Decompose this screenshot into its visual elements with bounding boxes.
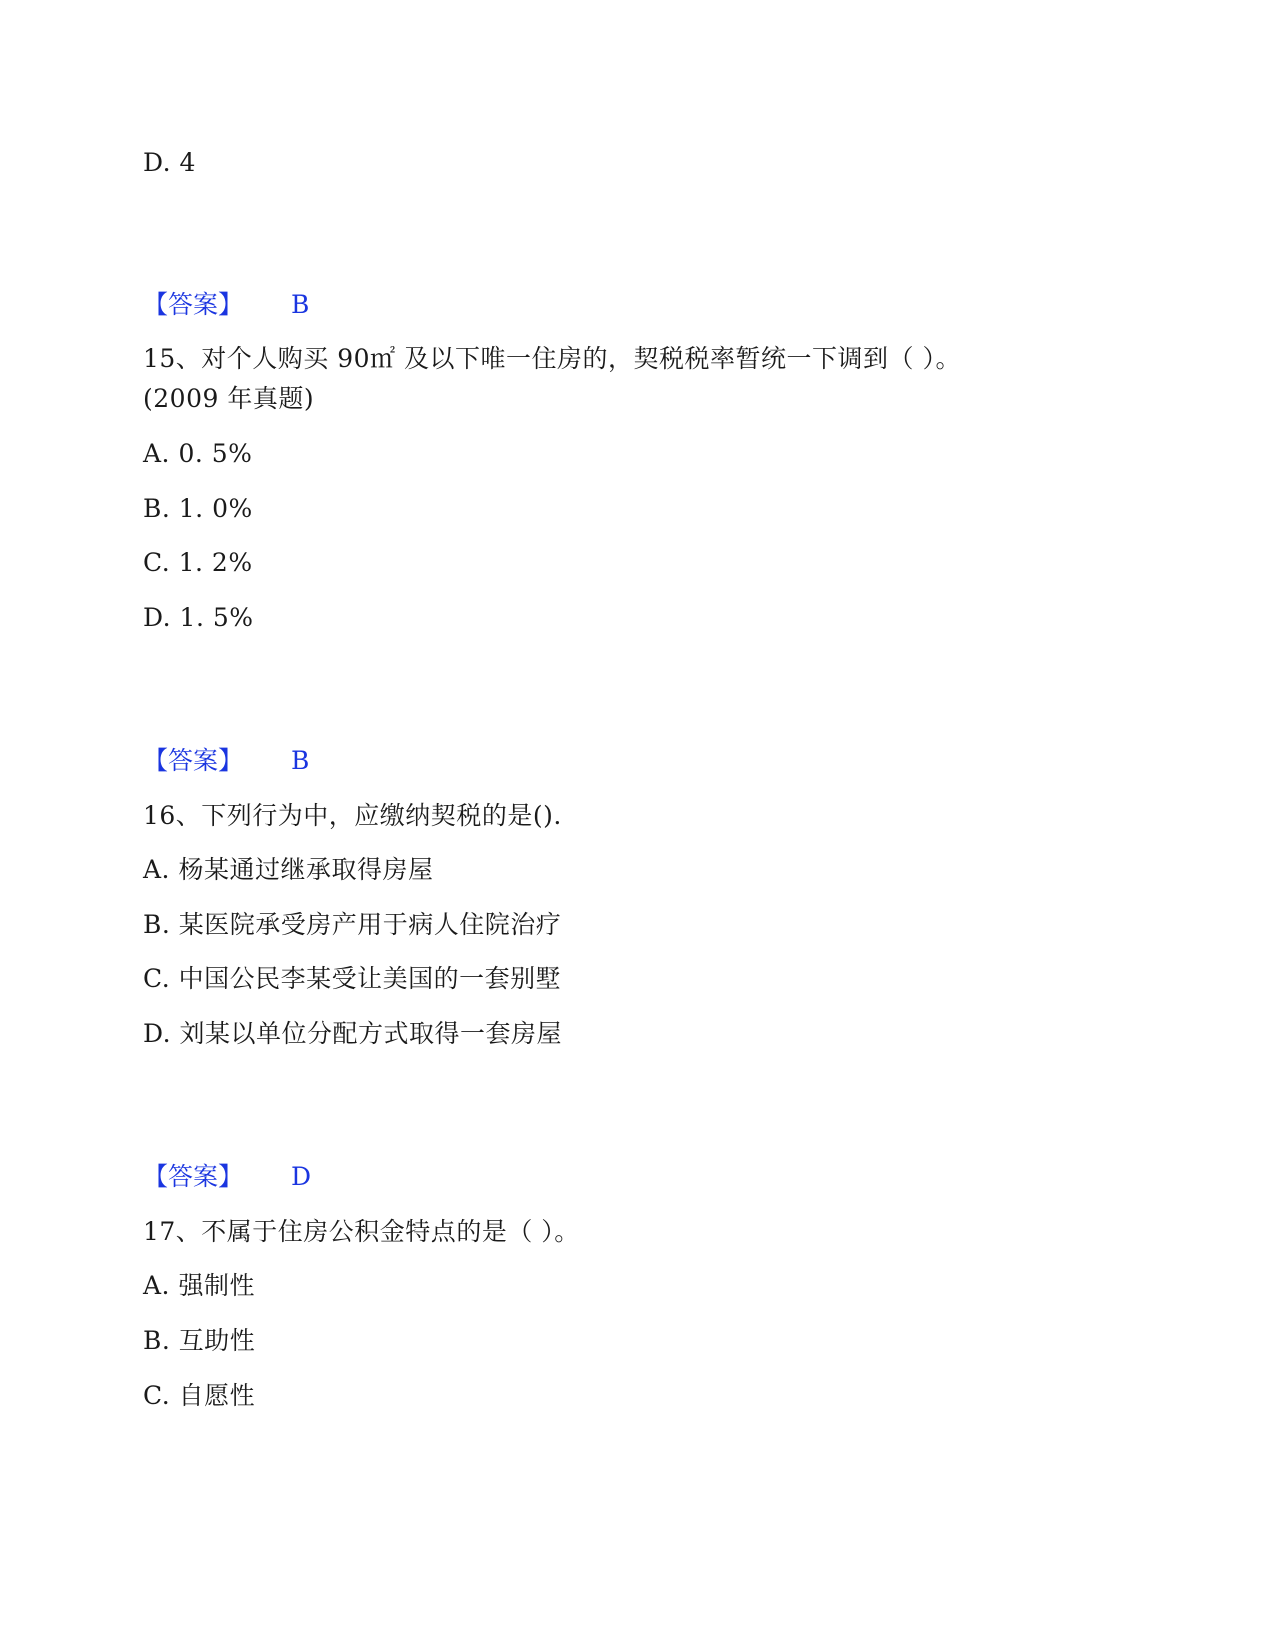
q15-option-c: C. 1. 2%	[143, 548, 253, 577]
answer-15	[143, 744, 309, 778]
q16-option-a: A. 杨某通过继承取得房屋	[143, 855, 434, 884]
q17-stem: 17、不属于住房公积金特点的是（ ）。	[143, 1217, 580, 1246]
q16-option-d: D. 刘某以单位分配方式取得一套房屋	[143, 1019, 563, 1048]
answer-16	[143, 1160, 311, 1194]
q17-option-b: B. 互助性	[143, 1326, 256, 1355]
q15-option-b: B. 1. 0%	[143, 494, 253, 523]
q16-option-b: B. 某医院承受房产用于病人住院治疗	[143, 910, 562, 939]
answer-label: 【答案】	[143, 1162, 244, 1191]
answer-value: D	[291, 1162, 312, 1191]
q15-stem-line1: 15、对个人购买 90㎡ 及以下唯一住房的，契税税率暂统一下调到（ ）。	[143, 344, 961, 373]
q16-option-c: C. 中国公民李某受让美国的一套别墅	[143, 964, 562, 993]
answer-label: 【答案】	[143, 746, 244, 775]
answer-value: B	[291, 290, 310, 319]
answer-label: 【答案】	[143, 290, 244, 319]
q17-option-c: C. 自愿性	[143, 1381, 256, 1410]
answer-14	[143, 288, 309, 322]
q15-option-a: A. 0. 5%	[143, 439, 253, 468]
answer-value: B	[291, 746, 310, 775]
q14-option-d: D. 4	[143, 148, 196, 177]
q16-stem: 16、下列行为中，应缴纳契税的是().	[143, 801, 562, 830]
q15-option-d: D. 1. 5%	[143, 603, 254, 632]
q15-stem-line2: (2009 年真题)	[143, 384, 315, 413]
q17-option-a: A. 强制性	[143, 1271, 255, 1300]
